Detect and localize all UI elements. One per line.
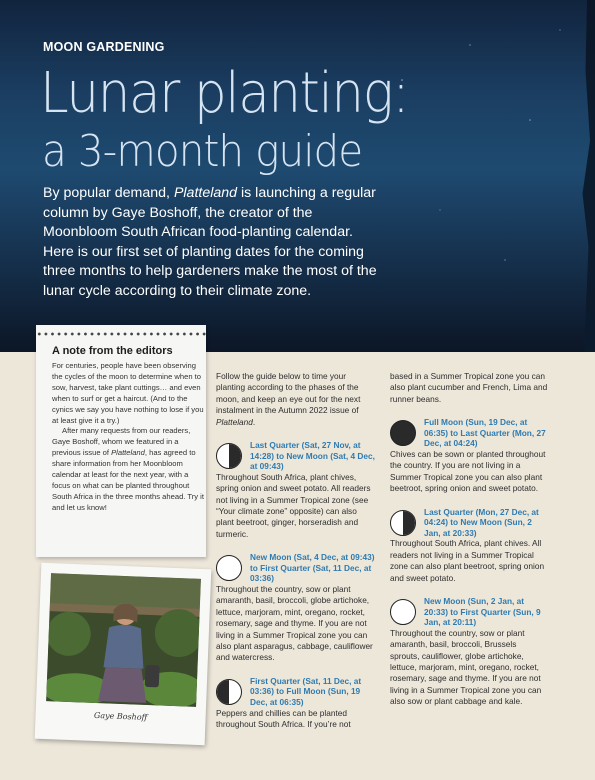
moon-phase-title: Full Moon (Sun, 19 Dec, at 06:35) to Last Quarter (Mon, 27 Dec, at 04:24) <box>424 417 546 449</box>
moon-phase-entry <box>390 507 548 584</box>
moon-phase-body: Throughout South Africa, plant chives. All readers not living in a Summer Tropical zone can also plant beetroot, spring onion and sweet potato. <box>390 538 545 583</box>
hero-banner <box>0 0 595 352</box>
moon-phase-body: Throughout the country, sow or plant amaranth, basil, broccoli, Brussels sprouts, cauliflower, globe artichoke, lettuce, marjoram, mint, oregano, rocket, rosemary, sage and thyme. If you are not living in a Summer Tropical zone you can also sow or plant cabbage and kale. <box>390 627 542 707</box>
moon-phase-body: Throughout the country, sow or plant amaranth, basil, broccoli, globe artichoke, lettuce, marjoram, mint, oregano, rocket, rosemary, sage and thyme. If you are not living in a Summer Tropical zone you can also plant asparagus, cabbage, cauliflower and watercress. <box>216 584 373 663</box>
moon-phase-entry <box>390 417 548 494</box>
moon-phase-entry <box>390 596 548 708</box>
spiral-binding-holes <box>36 331 206 337</box>
portrait-photo-frame <box>35 563 212 745</box>
first-quarter-moon-icon <box>216 679 242 705</box>
full-moon-icon <box>390 420 416 446</box>
magazine-name: Platteland <box>173 185 238 201</box>
moon-phase-title: Last Quarter (Sat, 27 Nov, at 14:28) to New Moon (Sat, 4 Dec, at 09:43) <box>250 440 375 472</box>
moon-phase-body: Throughout South Africa, plant chives, spring onion and sweet potato. All readers not living in a Summer Tropical zone (see “Your climate zone” opposite) can also plant beetroot, ginger, horseradish and turmeric. <box>216 471 371 539</box>
editors-note-para-1: For centuries, people have been observing the cycles of the moon to determine when to sow, harvest, take plant cuttings… and even when to surf or get a haircut. (And to the cynics we say you have nothing to lose if you at least give it a try.) <box>52 361 204 425</box>
moon-phase-entry <box>216 552 376 664</box>
portrait-photo <box>46 573 201 707</box>
new-moon-icon <box>216 555 242 581</box>
moon-phase-title: New Moon (Sat, 4 Dec, at 09:43) to First Quarter (Sat, 11 Dec, at 03:36) <box>250 552 375 584</box>
section-kicker: MOON GARDENING <box>43 40 165 54</box>
lede-paragraph: By popular demand, Platteland is launching a regular column by Gaye Boshoff, the creator of the Moonbloom South African food-planting calendar. Here is our first set of planting dates for the coming three months to help gardeners make the most of the lunar cycle according to their climate zone. <box>43 185 377 299</box>
editors-note-card <box>36 325 206 557</box>
moon-phase-title: Last Quarter (Mon, 27 Dec, at 04:24) to New Moon (Sun, 2 Jan, at 20:33) <box>424 506 539 538</box>
guide-intro: Follow the guide below to time your planting according to the phases of the moon, and keep an eye out for the next instalment in the Autumn 2022 issue of Platteland. <box>216 371 361 427</box>
column-right <box>390 371 548 708</box>
editors-note-body: For centuries, people have been observing the cycles of the moon to determine when to sow, harvest, take plant cuttings… and even when to surf or get a haircut. (And to the cynics we say you have nothing to lose if you at least give it a try.) After many requests from our readers, Gaye Boshoff, whom we featured in a previous issue of Platteland, has agreed to share information from her Moonbloom calendar at least for the next year, with a focus on what can be planted throughout South Africa in the three months ahead. Try it and let us know! <box>52 361 204 512</box>
moon-phase-body: Peppers and chillies can be planted throughout South Africa. If you’re not <box>216 707 351 730</box>
photo-caption: Gaye Boshoff <box>93 710 148 722</box>
moon-phase-body: Chives can be sown or planted throughout the country. If you are not living in a Summer Tropical zone you can also plant beetroot, spring onion and sweet potato. <box>390 449 546 494</box>
column-middle <box>216 371 376 730</box>
editors-note-heading: A note from the editors <box>52 345 173 357</box>
last-quarter-moon-icon <box>390 510 416 536</box>
moon-phase-title: First Quarter (Sat, 11 Dec, at 03:36) to Full Moon (Sun, 19 Dec, at 06:35) <box>250 675 362 708</box>
moon-phase-entry <box>216 676 376 731</box>
headline-line-1: Lunar planting: <box>40 61 409 126</box>
new-moon-icon <box>390 599 416 625</box>
moon-phase-entry <box>216 440 376 540</box>
headline-line-2: a 3-month guide <box>42 126 363 177</box>
moon-phase-title: New Moon (Sun, 2 Jan, at 20:33) to First Quarter (Sun, 9 Jan, at 20:11) <box>424 596 541 628</box>
last-quarter-moon-icon <box>216 443 242 469</box>
continued-text: based in a Summer Tropical zone you can also plant cucumber and French, Lima and runner beans. <box>390 371 548 404</box>
